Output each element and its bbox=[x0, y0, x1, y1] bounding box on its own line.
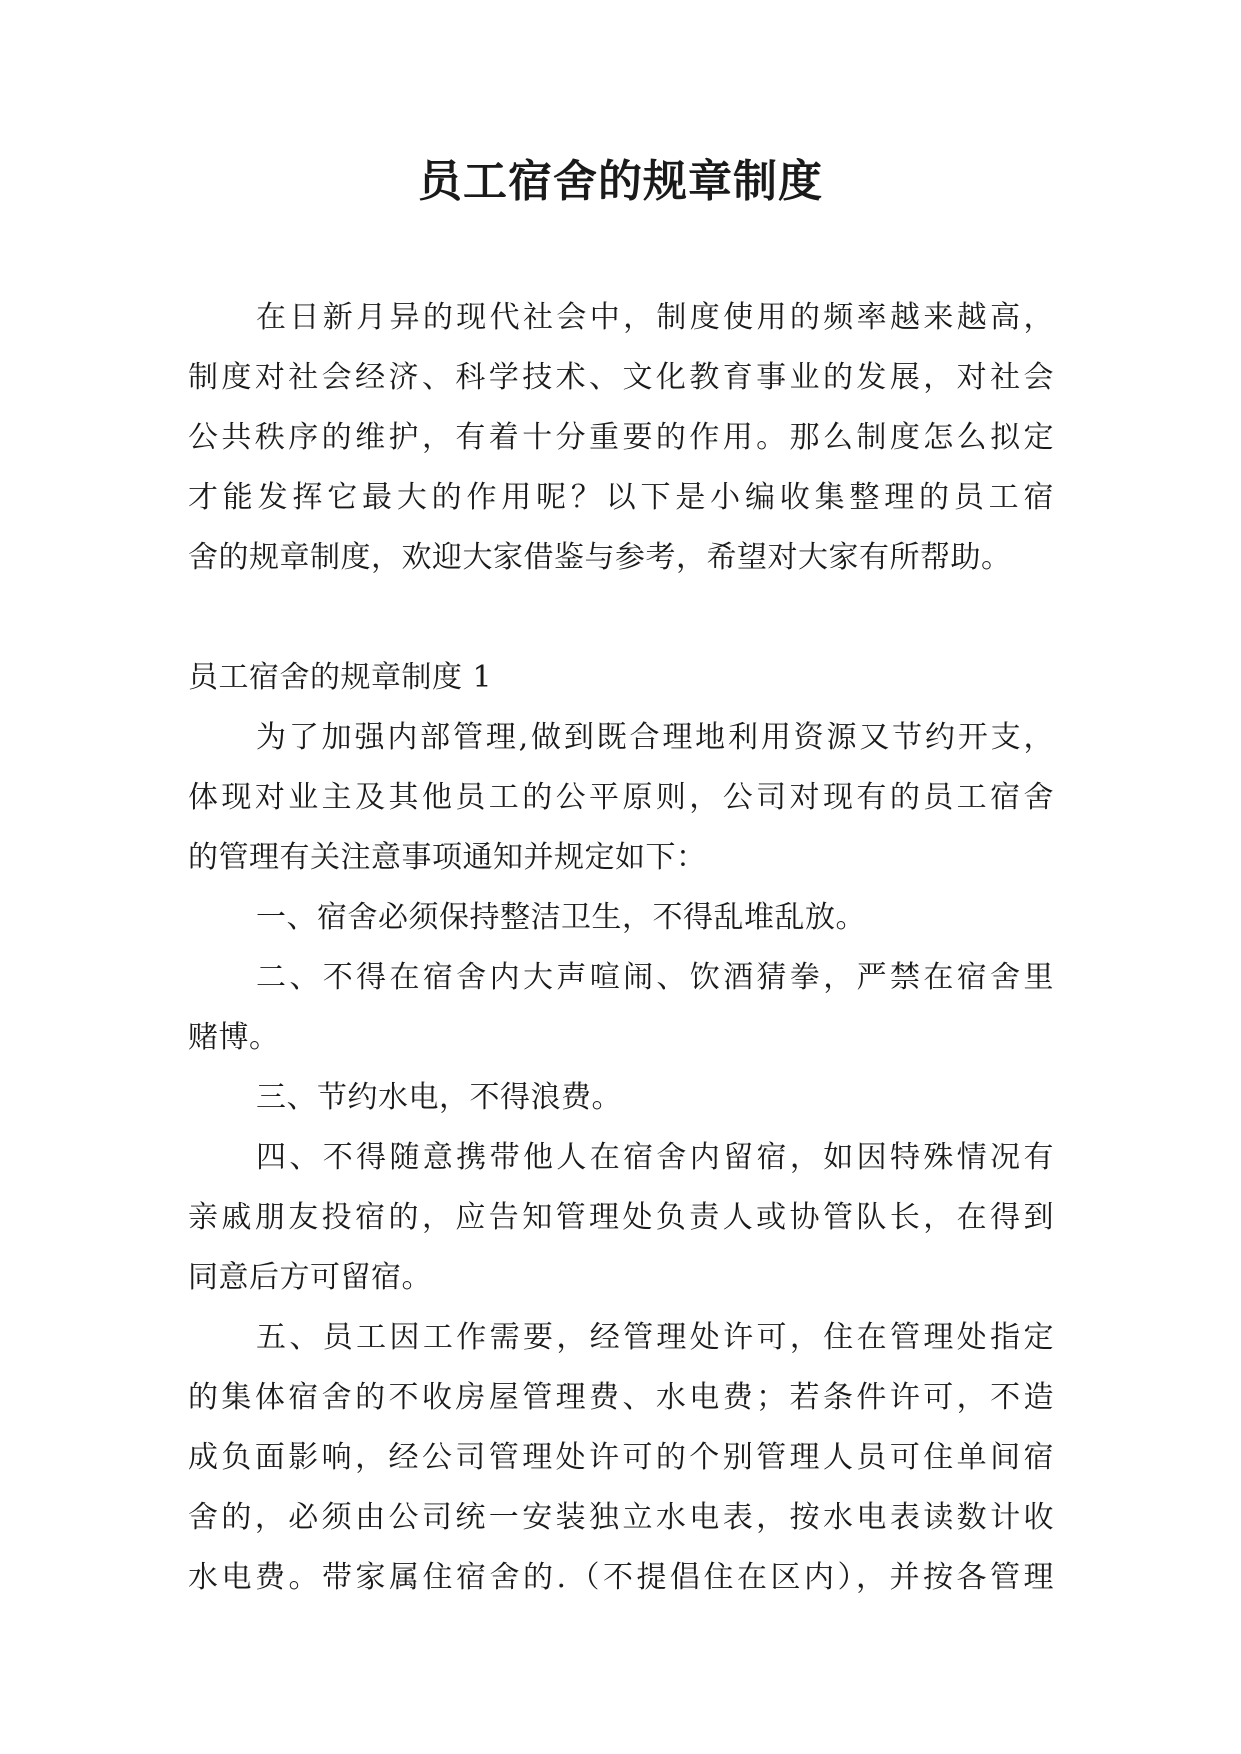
rule-item-2: 二、不得在宿舍内大声喧闹、饮酒猜拳，严禁在宿舍里 bbox=[256, 960, 1054, 995]
rule-item-5-cont: 舍的，必须由公司统一安装独立水电表，按水电表读数计收 bbox=[188, 1500, 1054, 1535]
intro-line: 制度对社会经济、科学技术、文化教育事业的发展，对社会 bbox=[188, 360, 1054, 395]
section-line: 体现对业主及其他员工的公平原则，公司对现有的员工宿舍 bbox=[188, 780, 1054, 815]
rule-item-4: 四、不得随意携带他人在宿舍内留宿，如因特殊情况有 bbox=[256, 1140, 1054, 1175]
intro-line: 舍的规章制度，欢迎大家借鉴与参考，希望对大家有所帮助。 bbox=[188, 540, 1012, 575]
rule-item-5-cont: 成负面影响，经公司管理处许可的个别管理人员可住单间宿 bbox=[188, 1440, 1054, 1475]
document-title: 员工宿舍的规章制度 bbox=[418, 156, 823, 207]
paragraph-gap bbox=[188, 588, 1054, 648]
section-line: 的管理有关注意事项通知并规定如下： bbox=[188, 840, 707, 875]
document-body bbox=[188, 288, 1054, 1608]
rule-item-5: 五、员工因工作需要，经管理处许可，住在管理处指定 bbox=[256, 1320, 1054, 1355]
section-heading: 员工宿舍的规章制度 1 bbox=[188, 660, 493, 695]
rule-item-4-cont: 同意后方可留宿。 bbox=[188, 1260, 432, 1295]
rule-item-4-cont: 亲戚朋友投宿的，应告知管理处负责人或协管队长，在得到 bbox=[188, 1200, 1054, 1235]
rule-item-2-cont: 赌博。 bbox=[188, 1020, 280, 1055]
intro-line: 在日新月异的现代社会中，制度使用的频率越来越高， bbox=[256, 300, 1054, 335]
rule-item-5-cont: 的集体宿舍的不收房屋管理费、水电费；若条件许可，不造 bbox=[188, 1380, 1054, 1415]
rule-item-3: 三、节约水电，不得浪费。 bbox=[256, 1080, 622, 1115]
rule-item-5-cont: 水电费。带家属住宿舍的.（不提倡住在区内），并按各管理 bbox=[188, 1560, 1054, 1595]
intro-line: 才能发挥它最大的作用呢？以下是小编收集整理的员工宿 bbox=[188, 480, 1054, 515]
rule-item-1: 一、宿舍必须保持整洁卫生，不得乱堆乱放。 bbox=[256, 900, 866, 935]
section-line: 为了加强内部管理,做到既合理地利用资源又节约开支， bbox=[256, 720, 1054, 755]
intro-line: 公共秩序的维护，有着十分重要的作用。那么制度怎么拟定 bbox=[188, 420, 1054, 455]
